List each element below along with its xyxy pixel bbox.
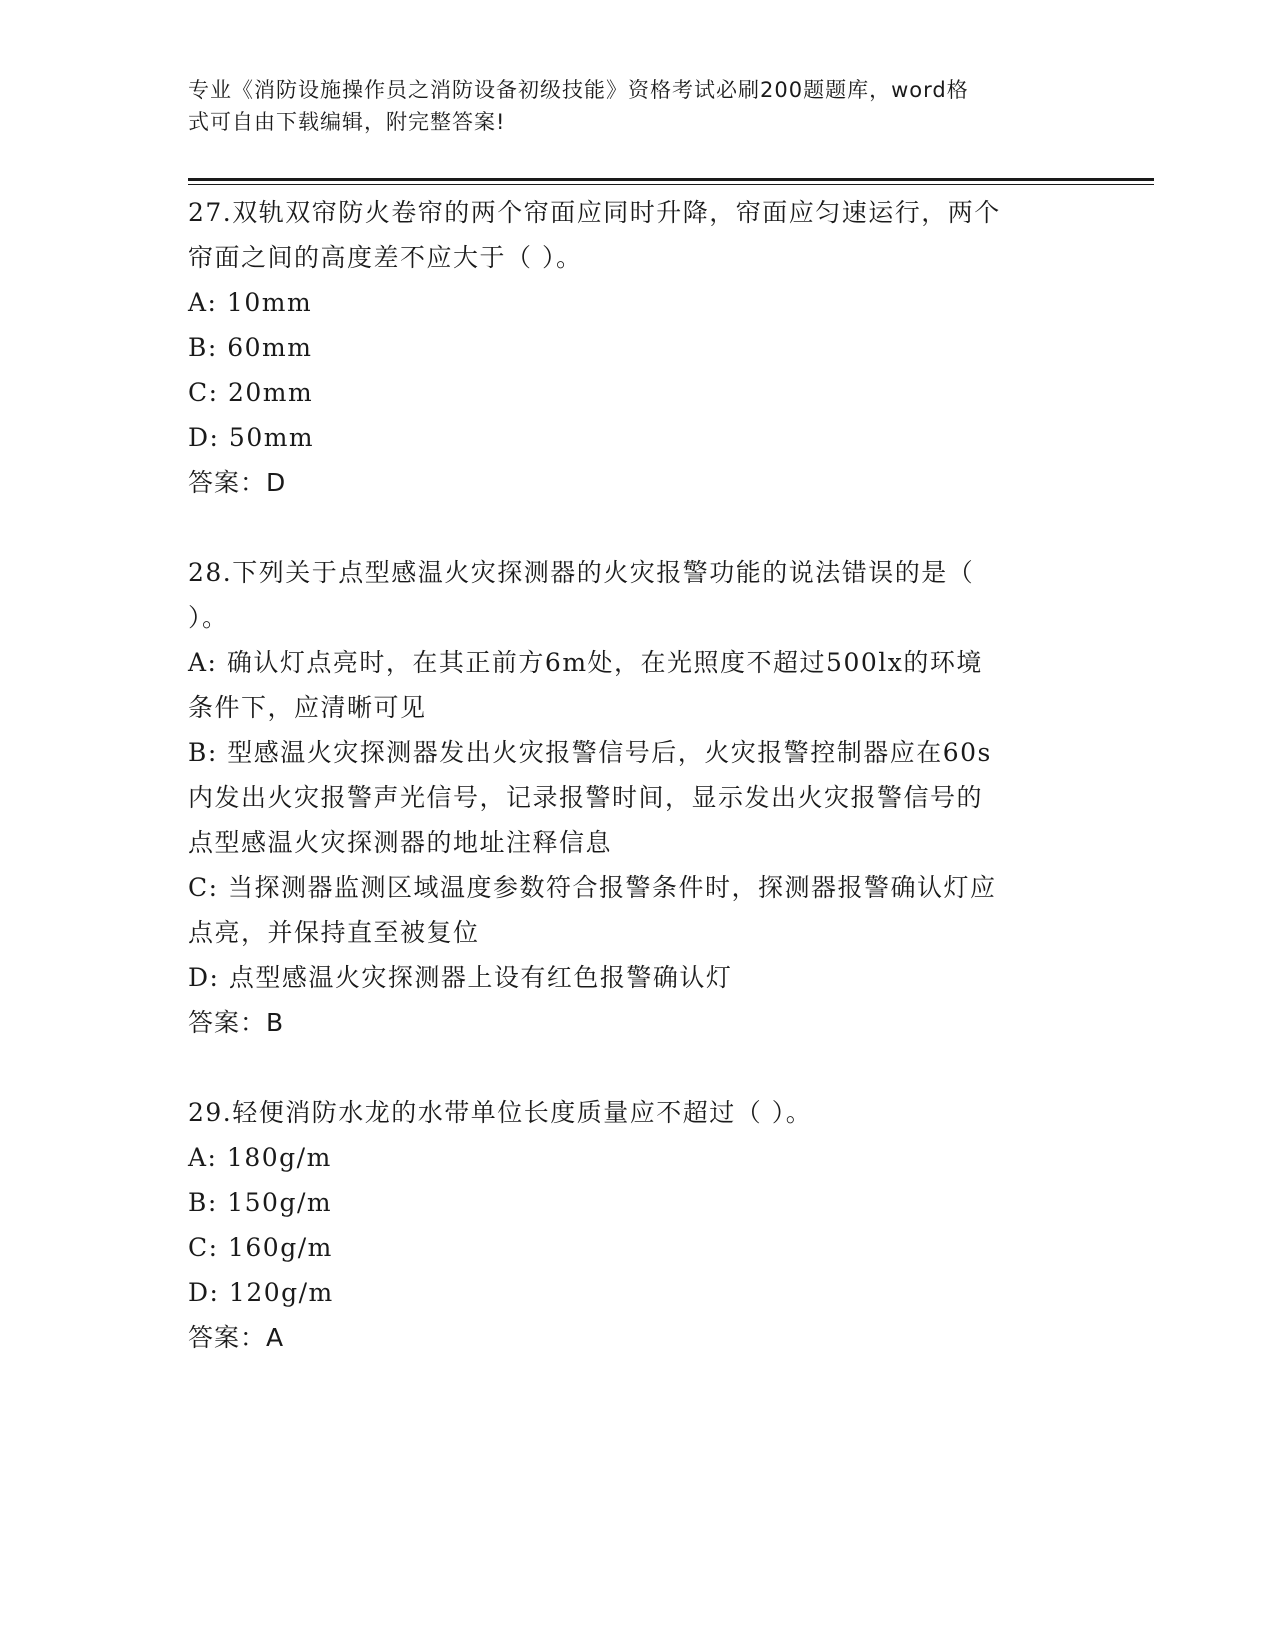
option-b-line: 点型感温火灾探测器的地址注释信息 — [188, 828, 613, 857]
option-c: C: 160g/m — [188, 1233, 333, 1262]
option-b-line: B: 型感温火灾探测器发出火灾报警信号后，火灾报警控制器应在60s — [188, 738, 992, 767]
question-list — [188, 190, 1088, 1360]
header-line-1: 专业《消防设施操作员之消防设备初级技能》资格考试必刷200题题库，word格 — [188, 78, 969, 102]
question-27 — [188, 190, 1088, 505]
question-text-line: 28.下列关于点型感温火灾探测器的火灾报警功能的说法错误的是（ — [188, 558, 975, 587]
option-c-line: 点亮，并保持直至被复位 — [188, 918, 480, 947]
option-a-line: 条件下，应清晰可见 — [188, 693, 427, 722]
answer: 答案：B — [188, 1008, 285, 1037]
option-d: D: 点型感温火灾探测器上设有红色报警确认灯 — [188, 963, 733, 992]
header-divider-thick — [188, 178, 1154, 181]
question-text-line: ）。 — [188, 603, 229, 632]
option-a-line: A: 确认灯点亮时，在其正前方6m处，在光照度不超过500lx的环境 — [188, 648, 983, 677]
header-divider-thin — [188, 184, 1154, 185]
question-text-line: 帘面之间的高度差不应大于（ ）。 — [188, 243, 583, 272]
header-line-2: 式可自由下载编辑，附完整答案! — [188, 110, 506, 134]
question-28 — [188, 550, 1088, 1045]
question-spacer — [188, 1045, 1088, 1090]
option-b-line: 内发出火灾报警声光信号，记录报警时间，显示发出火灾报警信号的 — [188, 783, 984, 812]
question-text-line: 27.双轨双帘防火卷帘的两个帘面应同时升降，帘面应匀速运行，两个 — [188, 198, 1001, 227]
question-text-line: 29.轻便消防水龙的水带单位长度质量应不超过（ ）。 — [188, 1098, 813, 1127]
document-header — [188, 74, 1068, 138]
option-d: D: 120g/m — [188, 1278, 334, 1307]
option-b: B: 60mm — [188, 333, 313, 362]
option-b: B: 150g/m — [188, 1188, 333, 1217]
answer: 答案：A — [188, 1323, 285, 1352]
option-a: A: 180g/m — [188, 1143, 332, 1172]
question-spacer — [188, 505, 1088, 550]
option-d: D: 50mm — [188, 423, 315, 452]
question-29 — [188, 1090, 1088, 1360]
option-c-line: C: 当探测器监测区域温度参数符合报警条件时，探测器报警确认灯应 — [188, 873, 997, 902]
option-a: A: 10mm — [188, 288, 313, 317]
option-c: C: 20mm — [188, 378, 314, 407]
answer: 答案：D — [188, 468, 287, 497]
